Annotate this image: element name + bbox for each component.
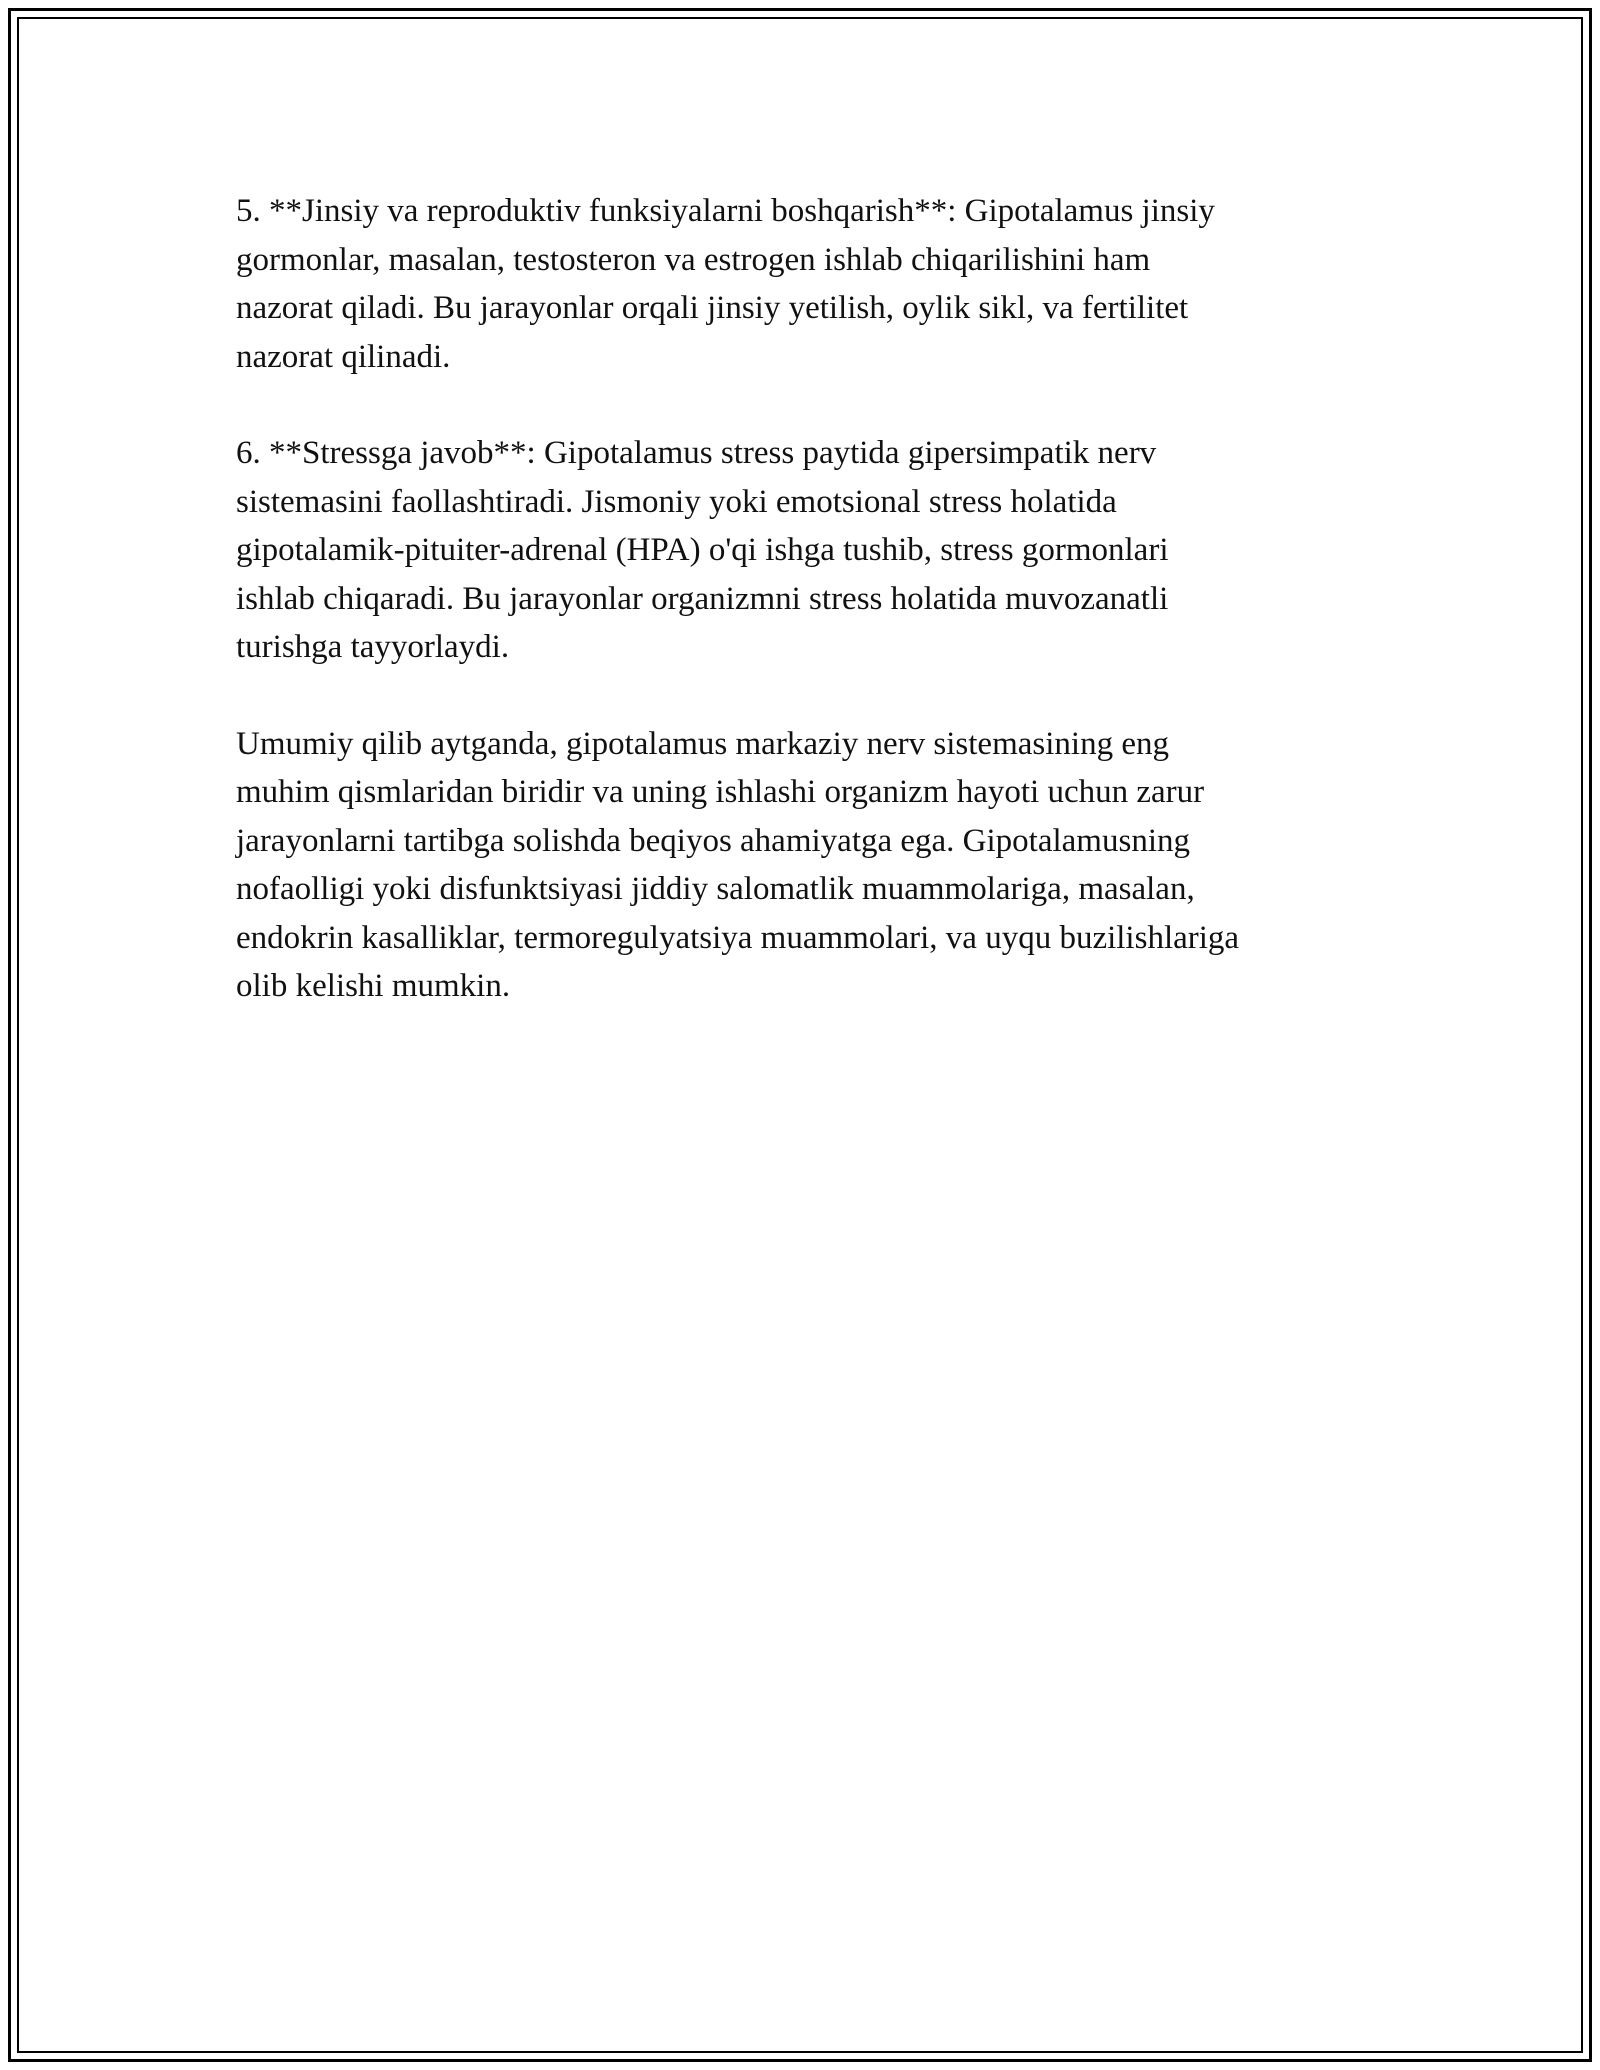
text-line: Umumiy qilib aytganda, gipotalamus markaziy nerv sistemasining eng bbox=[236, 725, 1169, 762]
text-line: nazorat qiladi. Bu jarayonlar orqali jinsiy yetilish, oylik sikl, va fertilitet bbox=[236, 290, 1189, 326]
text-line: 6. **Stressga javob**: Gipotalamus stress paytida gipersimpatik nerv bbox=[236, 435, 1157, 471]
text-line: jarayonlarni tartibga solishda beqiyos ahamiyatga ega. Gipotalamusning bbox=[236, 822, 1190, 859]
text-line: endokrin kasalliklar, termoregulyatsiya muammolari, va uyqu buzilishlariga bbox=[236, 919, 1240, 956]
text-line: nazorat qilinadi. bbox=[236, 338, 451, 375]
text-line: 5. **Jinsiy va reproduktiv funksiyalarni boshqarish**: Gipotalamus jinsiy bbox=[236, 193, 1215, 229]
document-body bbox=[236, 187, 1366, 1059]
paragraph-reproductive-functions bbox=[236, 187, 1366, 381]
text-line: nofaolligi yoki disfunktsiyasi jiddiy salomatlik muammolariga, masalan, bbox=[236, 871, 1195, 907]
text-line: gormonlar, masalan, testosteron va estrogen ishlab chiqarilishini ham bbox=[236, 241, 1151, 278]
text-line: gipotalamik-pituiter-adrenal (HPA) o'qi ishga tushib, stress gormonlari bbox=[236, 532, 1169, 568]
text-line: ishlab chiqaradi. Bu jarayonlar organizmni stress holatida muvozanatli bbox=[236, 580, 1169, 617]
text-line: turishga tayyorlaydi. bbox=[236, 629, 510, 665]
paragraph-conclusion bbox=[236, 720, 1366, 1011]
paragraph-stress-response bbox=[236, 429, 1366, 672]
text-line: sistemasini faollashtiradi. Jismoniy yoki emotsional stress holatida bbox=[236, 483, 1117, 520]
text-line: olib kelishi mumkin. bbox=[236, 968, 511, 1004]
text-line: muhim qismlaridan biridir va uning ishlashi organizm hayoti uchun zarur bbox=[236, 774, 1205, 810]
